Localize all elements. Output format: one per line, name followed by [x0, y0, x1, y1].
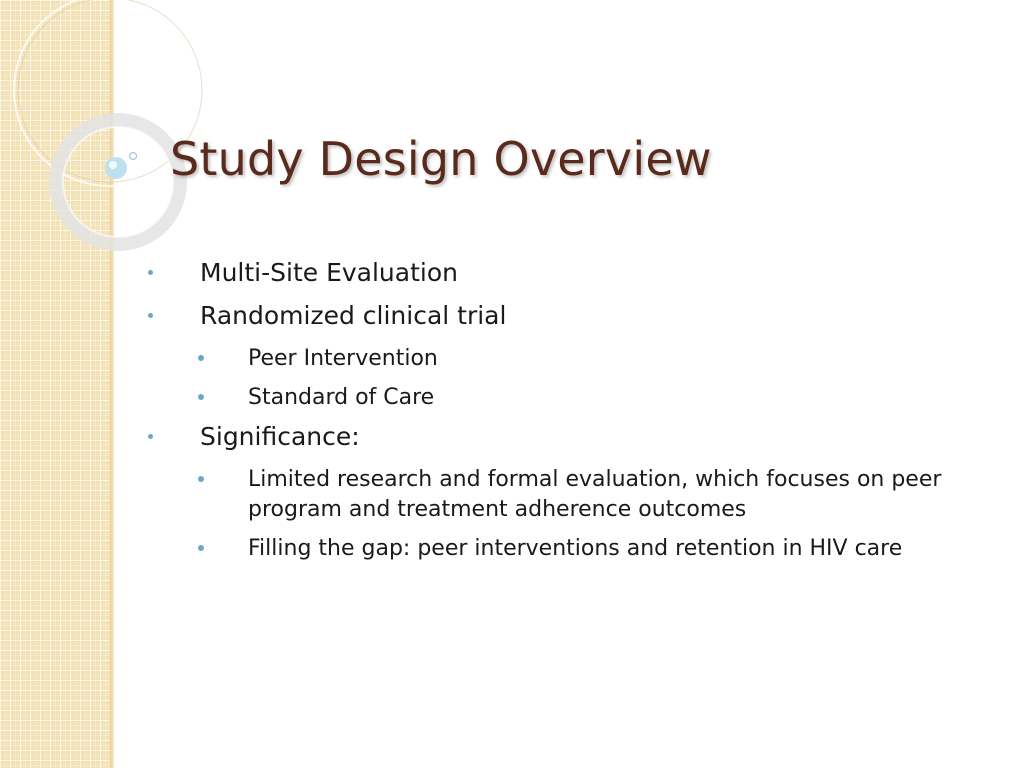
- bullet-dot-icon: [198, 394, 204, 400]
- bullet-item: [140, 301, 960, 331]
- bullet-dot-icon: [148, 313, 153, 318]
- bullet-dot-icon: [198, 476, 204, 482]
- bullet-dot-icon: [148, 434, 153, 439]
- bullet-list: [140, 258, 960, 573]
- decorative-rings-icon: [0, 0, 240, 260]
- sub-bullet-item: [140, 383, 960, 413]
- bullet-text: Significance:: [200, 422, 360, 451]
- bullet-item: [140, 258, 960, 288]
- bullet-dot-icon: [198, 545, 204, 551]
- sub-bullet-item: [140, 344, 960, 374]
- bullet-item: [140, 422, 960, 452]
- sub-bullet-text: Standard of Care: [248, 385, 435, 410]
- sub-bullet-item: [140, 534, 960, 564]
- sub-bullet-text: Filling the gap: peer interventions and retention in HIV care: [248, 536, 903, 561]
- bullet-dot-icon: [148, 270, 153, 275]
- slide-title: Study Design Overview: [170, 132, 712, 186]
- bullet-text: Randomized clinical trial: [200, 301, 507, 330]
- bullet-text: Multi-Site Evaluation: [200, 258, 458, 287]
- bullet-dot-icon: [198, 355, 204, 361]
- sub-bullet-text: Peer Intervention: [248, 346, 438, 371]
- sub-bullet-text: Limited research and formal evaluation, which focuses on peer program and treatment adherence outcomes: [248, 467, 942, 522]
- sub-bullet-item: [140, 465, 960, 525]
